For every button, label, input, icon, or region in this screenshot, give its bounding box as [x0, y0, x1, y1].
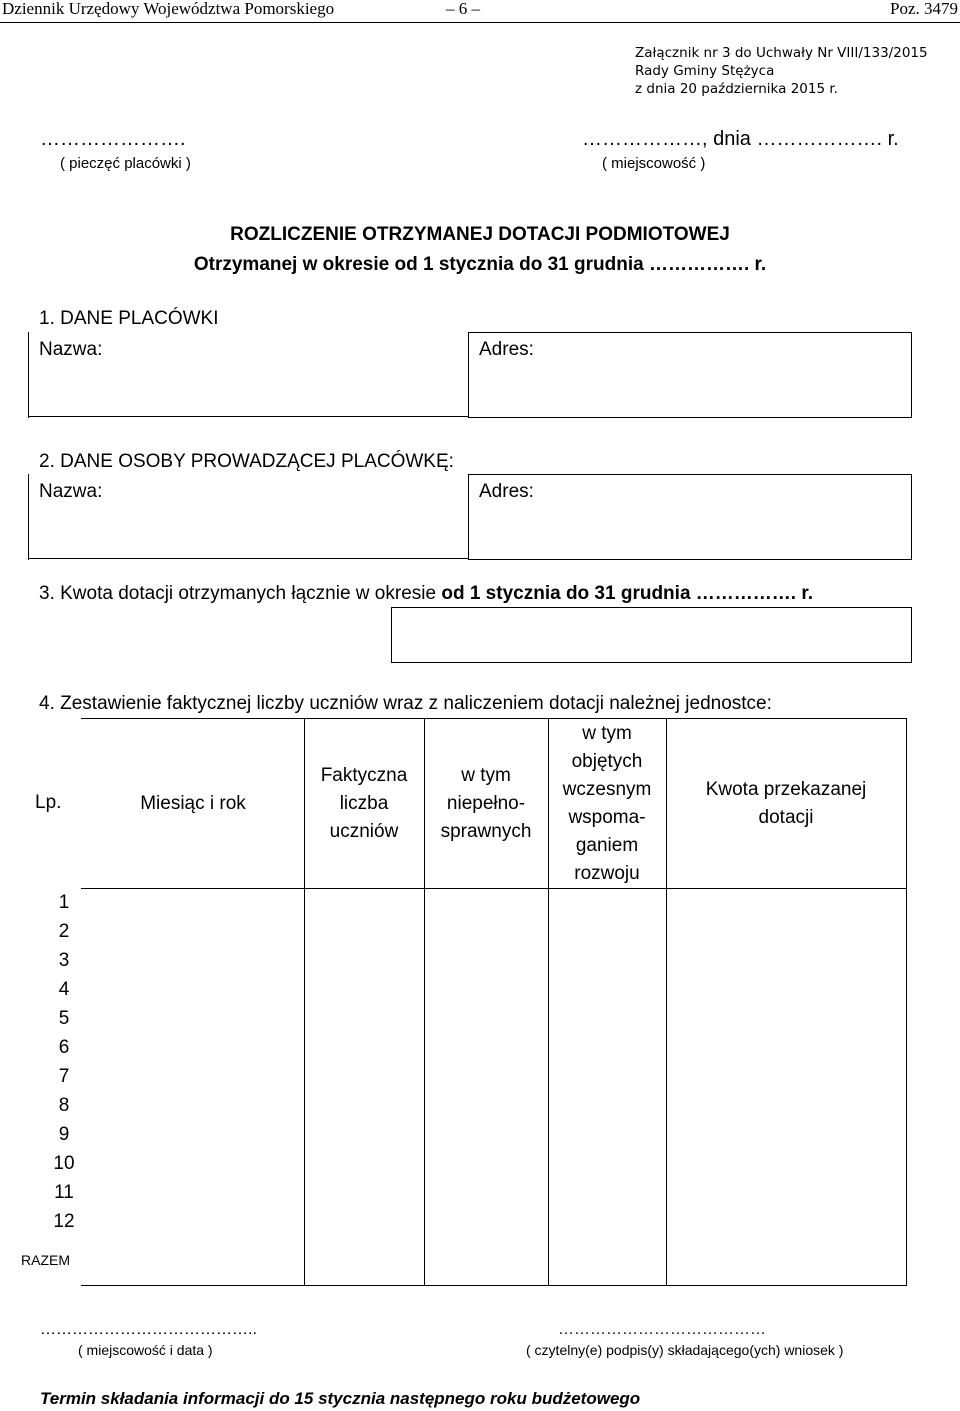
section-3-heading [39, 583, 813, 605]
row-number: 12 [53, 1211, 75, 1232]
row-number: 6 [58, 1037, 70, 1058]
col-header-amount: Kwota przekazanej dotacji [705, 779, 867, 828]
row-number: 5 [58, 1008, 70, 1029]
section-1-address-box[interactable] [468, 332, 912, 418]
section-4-heading: 4. Zestawienie faktycznej liczby uczniów wraz z naliczeniem dotacji należnej jednostce: [39, 693, 772, 714]
table-col-divider-2 [424, 718, 425, 1286]
section-2-heading: 2. DANE OSOBY PROWADZĄCEJ PLACÓWKĘ: [39, 451, 454, 472]
section-2-address-box[interactable] [468, 474, 912, 560]
attachment-line-2: Rady Gminy Stężyca [635, 63, 775, 79]
col-header-students: Faktyczna liczba uczniów [320, 765, 408, 842]
section-1-heading: 1. DANE PLACÓWKI [39, 308, 219, 329]
section-3-heading-period: od 1 stycznia do 31 grudnia ……………. r. [441, 583, 813, 604]
position-number: Poz. 3479 [890, 0, 958, 18]
row-number: 2 [58, 921, 70, 942]
header-divider [0, 22, 960, 23]
row-number: 11 [54, 1182, 74, 1203]
journal-title: Dziennik Urzędowy Województwa Pomorskiego [2, 0, 335, 18]
deadline-note: Termin składania informacji do 15 stycznia następnego roku budżetowego [40, 1389, 641, 1408]
col-header-early-support: w tym objętych wczesnym wspoma-ganiem rozwoju [562, 723, 652, 884]
table-col-divider-4 [666, 718, 667, 1286]
row-number: 7 [58, 1066, 70, 1087]
row-number: 1 [58, 892, 70, 913]
signature-dots: ………………………………… [558, 1321, 766, 1338]
section-2-left-border [28, 474, 29, 560]
document-subtitle: Otrzymanej w okresie od 1 stycznia do 31 grudnia ……………. r. [193, 254, 767, 275]
row-number: 9 [58, 1124, 70, 1145]
row-number: 10 [53, 1153, 75, 1174]
section-2-address-label: Adres: [479, 481, 534, 502]
row-number: 8 [58, 1095, 70, 1116]
section-3-heading-text: 3. Kwota dotacji otrzymanych łącznie w okresie [39, 583, 442, 604]
section-1-address-label: Adres: [479, 339, 534, 360]
date-place-dots: ………………………………….. [40, 1321, 257, 1338]
table-col-divider-3 [548, 718, 549, 1286]
document-title: ROZLICZENIE OTRZYMANEJ DOTACJI PODMIOTOWEJ [230, 224, 730, 245]
place-label: ( miejscowość ) [602, 155, 706, 172]
section-1-left-border [28, 332, 29, 418]
stamp-dots: …………………. [40, 128, 186, 150]
col-header-disabled: w tym niepełno-sprawnych [440, 765, 532, 842]
table-col-divider-1 [304, 718, 305, 1286]
row-number: 4 [58, 979, 70, 1000]
place-date-dots: ………………, dnia ………………. r. [582, 128, 899, 150]
section-2-name-label: Nazwa: [39, 481, 103, 502]
total-row-label: RAZEM [21, 1252, 70, 1268]
section-3-amount-box[interactable] [391, 607, 912, 663]
stamp-label: ( pieczęć placówki ) [60, 155, 191, 172]
row-number: 3 [58, 950, 70, 971]
section-2-bottom-border [28, 558, 468, 559]
section-1-bottom-border [28, 416, 468, 417]
attachment-line-1: Załącznik nr 3 do Uchwały Nr VIII/133/2015 [635, 45, 928, 61]
table-header-divider [81, 888, 907, 889]
col-header-month: Miesiąc i rok [140, 793, 246, 814]
signature-label: ( czytelny(e) podpis(y) składającego(ych) wniosek ) [526, 1342, 844, 1358]
attachment-line-3: z dnia 20 października 2015 r. [635, 81, 838, 97]
date-place-label: ( miejscowość i data ) [78, 1342, 213, 1358]
page-number: – 6 – [446, 0, 480, 18]
section-1-name-label: Nazwa: [39, 339, 103, 360]
col-header-lp: Lp. [35, 792, 62, 813]
